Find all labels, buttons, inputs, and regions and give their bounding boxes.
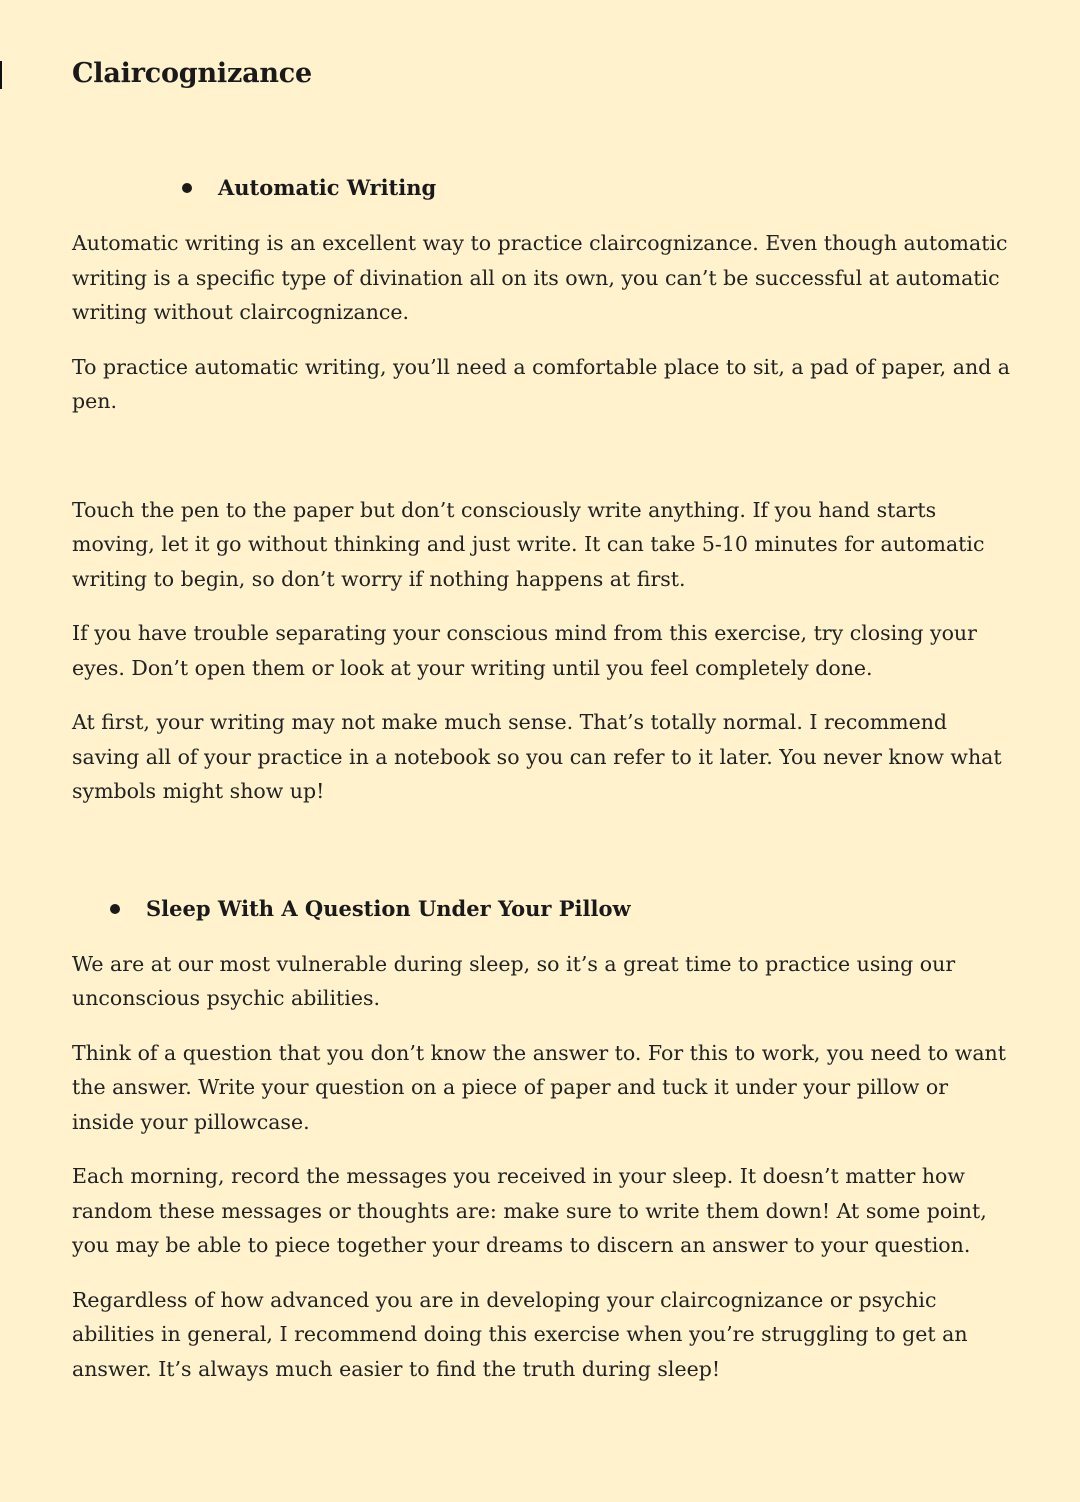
paragraph-sleep-question-3[interactable]: Each morning, record the messages you received in your sleep. It doesn’t matter how random these messages or thoughts are: make sure to write them down! At some point, you may be able to piece together your dreams to discern an answer to your question. <box>72 1164 987 1257</box>
text-cursor <box>0 61 2 89</box>
paragraph-sleep-question-4[interactable]: Regardless of how advanced you are in developing your claircognizance or psychic abilities in general, I recommend doing this exercise when you’re struggling to get an answer. It’s always much easier to find the truth during sleep! <box>72 1287 968 1381</box>
bullet-icon <box>110 904 120 914</box>
paragraph-automatic-writing-1[interactable]: Automatic writing is an excellent way to practice claircognizance. Even though automatic writing is a specific type of divination all on its own, you can’t be successful at automatic writing without claircognizance. <box>72 231 1008 324</box>
paragraph-automatic-writing-4[interactable]: If you have trouble separating your conscious mind from this exercise, try closing your eyes. Don’t open them or look at your writing until you feel completely done. <box>72 621 977 680</box>
section-heading-text: Sleep With A Question Under Your Pillow <box>146 895 631 921</box>
bullet-icon <box>182 183 192 193</box>
section-heading-automatic-writing[interactable] <box>72 174 1014 202</box>
paragraph-sleep-question-2[interactable]: Think of a question that you don’t know the answer to. For this to work, you need to want the answer. Write your question on a piece of paper and tuck it under your pillow or inside your pillowcase. <box>72 1040 1006 1134</box>
document-title[interactable]: Claircognizance <box>72 58 313 89</box>
section-heading-sleep-question[interactable] <box>72 895 1014 923</box>
paragraph-automatic-writing-2[interactable]: To practice automatic writing, you’ll need a comfortable place to sit, a pad of paper, and a pen. <box>72 354 1011 413</box>
section-heading-text: Automatic Writing <box>218 175 437 200</box>
paragraph-sleep-question-1[interactable]: We are at our most vulnerable during sleep, so it’s a great time to practice using our unconscious psychic abilities. <box>72 951 956 1010</box>
paragraph-automatic-writing-5[interactable]: At first, your writing may not make much sense. That’s totally normal. I recommend saving all of your practice in a notebook so you can refer to it later. You never know what symbols might show up! <box>72 710 1002 803</box>
paragraph-automatic-writing-3[interactable]: Touch the pen to the paper but don’t consciously write anything. If you hand starts moving, let it go without thinking and just write. It can take 5-10 minutes for automatic writing to begin, so don’t worry if nothing happens at first. <box>72 497 985 591</box>
